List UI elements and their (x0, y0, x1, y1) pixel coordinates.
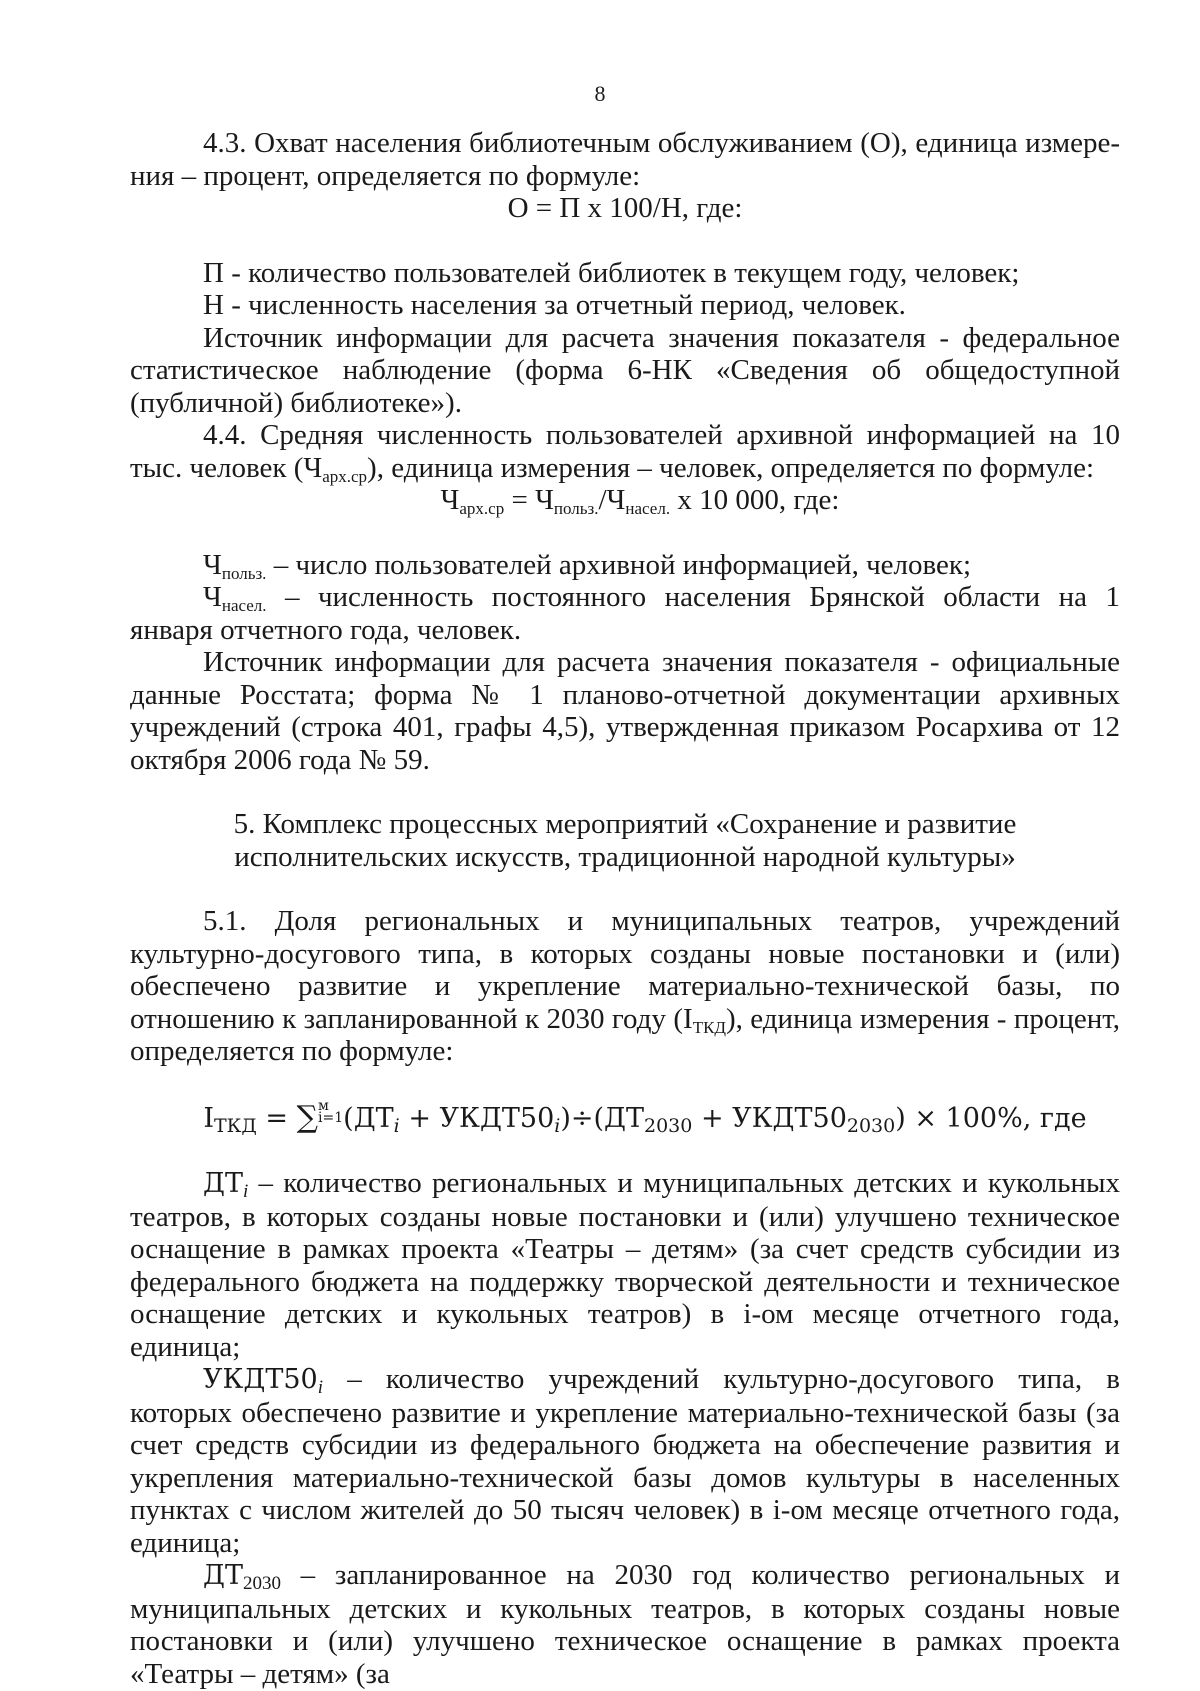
section-4-4-lead-text-end: ), единица измерения – человек, определяется по формуле: (367, 451, 1095, 484)
definition-text: – число пользователей архивной информацией, человек; (266, 548, 972, 581)
definition-text: – численность постоянного населения Брянской области на 1 января отчетного года, человек. (130, 581, 1120, 646)
formula-coverage: О = П х 100/Н, где: (507, 192, 743, 224)
formula-part: х 10 000, где: (670, 484, 840, 516)
subscript: ТКД (214, 1114, 257, 1137)
definition-text: – запланированное на 2030 год количество региональных и муниципальных детских и кукольных театров, в которых созданы новые постановки и (или) улучшено техническое оснащение в рамках проекта «Театры – детям» (за (130, 1559, 1120, 1690)
page-body (130, 127, 1120, 1690)
formula-part: I (203, 1102, 214, 1134)
section-4-4-source: Источник информации для расчета значения показателя - официальные данные Росстата; форма № 1 планово-отчетной документации архивных учреждений (строка 401, графы 4,5), утвержденная приказом Росархива от 12 октября 2006 года № 59. (130, 646, 1120, 776)
formula-part: + УКДТ50 (692, 1102, 847, 1134)
spacer (130, 517, 1120, 549)
spacer (130, 1068, 1120, 1100)
section-5-1-lead (130, 905, 1120, 1068)
subscript: насел. (221, 596, 267, 615)
subscript: 2030 (644, 1114, 693, 1137)
definition-text: – количество учреждений культурно-досугового типа, в которых обеспечено развитие и укрепление материально-технической базы (за счет средств субсидии из федерального бюджета на обеспечение развития и укрепления материально-технической базы домов культуры в населенных пунктах с числом жителей до 50 тысяч человек) в i-ом месяце отчетного года, единица; (130, 1363, 1120, 1559)
section-4-4-lead-text: 4.4. Средняя численность пользователей архивной информацией на 10 тыс. человек (Ч (130, 419, 1120, 484)
definition-p: П - количество пользователей библиотек в текущем году, человек; (203, 256, 1020, 289)
definition-n: Н - численность населения за отчетный период, человек. (203, 289, 906, 321)
section-4-3-lead-line1: 4.3. Охват населения библиотечным обслуживанием (О), единица измере- (203, 127, 1120, 159)
section-5-1-lead-text: 5.1. Доля региональных и муниципальных театров, учреждений культурно-досугового типа, в которых созданы новые постановки и (или) обеспечено развитие и укрепление материально-технической базы, по отношению к запланированной к 2030 году (I (130, 905, 1120, 1035)
symbol: УКДТ50 (203, 1364, 318, 1395)
definition-dt2030 (130, 1559, 1120, 1690)
formula-part: + УКДТ50 (399, 1102, 555, 1134)
definition-population (130, 581, 1120, 646)
subscript: i (554, 1114, 561, 1137)
definition-users (130, 549, 1120, 582)
section-4-3-source: Источник информации для расчета значения показателя - федеральное статистическое наблюдение (форма 6-НК «Сведения об общедоступной (публичной) библиотеке»). (130, 321, 1120, 419)
formula-part: )÷(ДТ (560, 1102, 644, 1134)
spacer (130, 1135, 1120, 1167)
subscript: 2030 (846, 1114, 896, 1137)
section-5-heading: 5. Комплекс процессных мероприятий «Сохранение и развитие исполнительских искусств, традиционной народной культуры» (233, 808, 1017, 873)
summation-lower: i=1 (318, 1109, 344, 1126)
definition-text: – количество региональных и муниципальных детских и кукольных театров, в которых созданы новые постановки и (или) улучшено техническое оснащение в рамках проекта «Театры – детям» (за счет средств субсидии из федерального бюджета на поддержку творческой деятельности и техническое оснащение детских и кукольных театров) в i-ом месяце отчетного года, единица; (130, 1167, 1120, 1363)
symbol: ДТ (203, 1560, 243, 1591)
spacer (130, 776, 1120, 808)
formula-theatres (130, 1097, 1120, 1137)
subscript: ТКД (692, 1017, 727, 1037)
formula-part: ) × 100%, где (895, 1102, 1087, 1134)
subscript: польз. (221, 563, 267, 583)
formula-part: /Ч (598, 484, 626, 516)
subscript: польз. (553, 499, 599, 518)
spacer (130, 225, 1120, 257)
formula-part: = (256, 1102, 297, 1134)
spacer (130, 873, 1120, 905)
subscript: i (242, 1181, 249, 1202)
subscript: арх.ср (322, 466, 368, 486)
formula-part: (ДТ (343, 1102, 394, 1134)
formula-part: = Ч (504, 484, 554, 516)
subscript: насел. (625, 499, 671, 518)
section-4-3-lead-line2: ния – процент, определяется по формуле: (130, 159, 641, 192)
formula-archive-users (130, 484, 1120, 517)
summation-sign: ∑ (296, 1099, 319, 1135)
section-4-3-lead (130, 127, 1120, 160)
definition-dt (130, 1167, 1120, 1363)
symbol: Ч (203, 548, 222, 581)
subscript: i (393, 1114, 400, 1137)
page-number: 8 (594, 81, 606, 106)
formula-part: Ч (440, 484, 460, 516)
subscript: i (317, 1377, 324, 1398)
section-5-1-lead-text-end: ), единица измерения - процент, определяется по формуле: (130, 1002, 1121, 1067)
subscript: 2030 (242, 1573, 281, 1594)
summation-upper: м (318, 1097, 329, 1114)
section-4-4-lead (130, 419, 1120, 484)
symbol: ДТ (203, 1168, 243, 1199)
subscript: арх.ср (459, 499, 505, 518)
summation-limits (318, 1097, 344, 1126)
symbol: Ч (203, 581, 222, 613)
definition-ukdt (130, 1363, 1120, 1559)
